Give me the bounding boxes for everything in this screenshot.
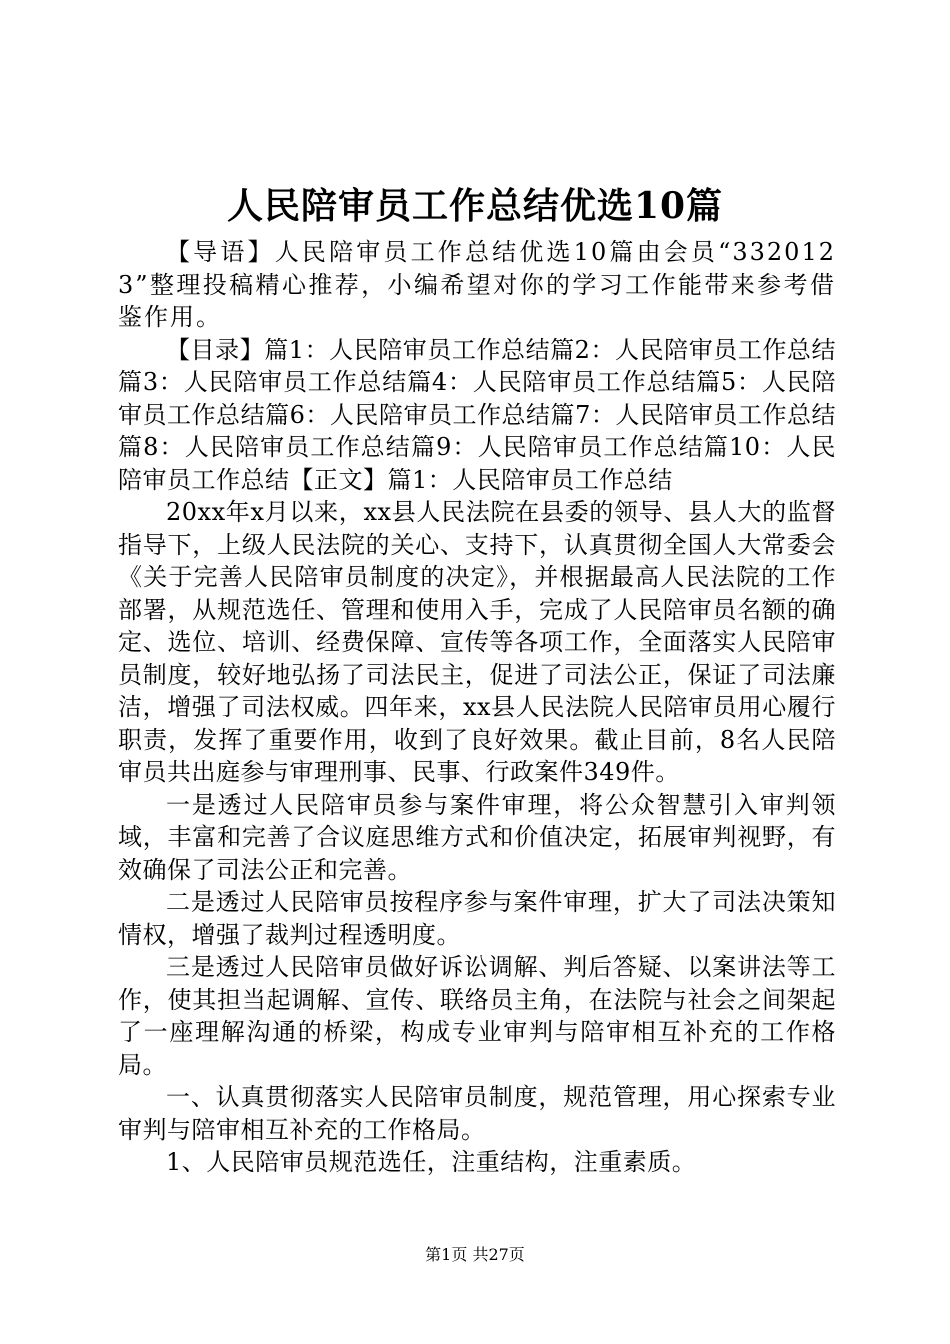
subsection-heading-paragraph: 1、人民陪审员规范选任，注重结构，注重素质。 [166, 1148, 697, 1176]
body-paragraph: 一是透过人民陪审员参与案件审理，将公众智慧引入审判领域，丰富和完善了合议庭思维方式和价值决定，拓展审判视野，有效确保了司法公正和完善。 [118, 790, 836, 884]
document-body [118, 236, 836, 1179]
body-paragraph: 20xx年x月以来，xx县人民法院在县委的领导、县人大的监督指导下，上级人民法院的关心、支持下，认真贯彻全国人大常委会《关于完善人民陪审员制度的决定》，并根据最高人民法院的工作部署，从规范选任、管理和使用入手，完成了人民陪审员名额的确定、选位、培训、经费保障、宣传等各项工作，全面落实人民陪审员制度，较好地弘扬了司法民主，促进了司法公正，保证了司法廉洁，增强了司法权威。四年来，xx县人民法院人民陪审员用心履行职责，发挥了重要作用，收到了良好效果。截止目前，8名人民陪审员共出庭参与审理刑事、民事、行政案件349件。 [118, 498, 836, 786]
intro-paragraph: 【导语】人民陪审员工作总结优选10篇由会员“3320123”整理投稿精心推荐，小编希望对你的学习工作能带来参考借鉴作用。 [118, 238, 836, 331]
page-number-footer: 第1页 共27页 [425, 1245, 525, 1264]
section-heading-paragraph: 一、认真贯彻落实人民陪审员制度，规范管理，用心探索专业审判与陪审相互补充的工作格局。 [118, 1083, 836, 1144]
toc-paragraph: 【目录】篇1：人民陪审员工作总结篇2：人民陪审员工作总结篇3：人民陪审员工作总结篇4：人民陪审员工作总结篇5：人民陪审员工作总结篇6：人民陪审员工作总结篇7：人民陪审员工作总结篇8：人民陪审员工作总结篇9：人民陪审员工作总结篇10：人民陪审员工作总结【正文】篇1：人民陪审员工作总结 [118, 335, 836, 494]
body-paragraph: 三是透过人民陪审员做好诉讼调解、判后答疑、以案讲法等工作，使其担当起调解、宣传、联络员主角，在法院与社会之间架起了一座理解沟通的桥梁，构成专业审判与陪审相互补充的工作格局。 [118, 953, 836, 1079]
document-title: 人民陪审员工作总结优选10篇 [226, 185, 724, 227]
body-paragraph: 二是透过人民陪审员按程序参与案件审理，扩大了司法决策知情权，增强了裁判过程透明度。 [118, 888, 836, 949]
